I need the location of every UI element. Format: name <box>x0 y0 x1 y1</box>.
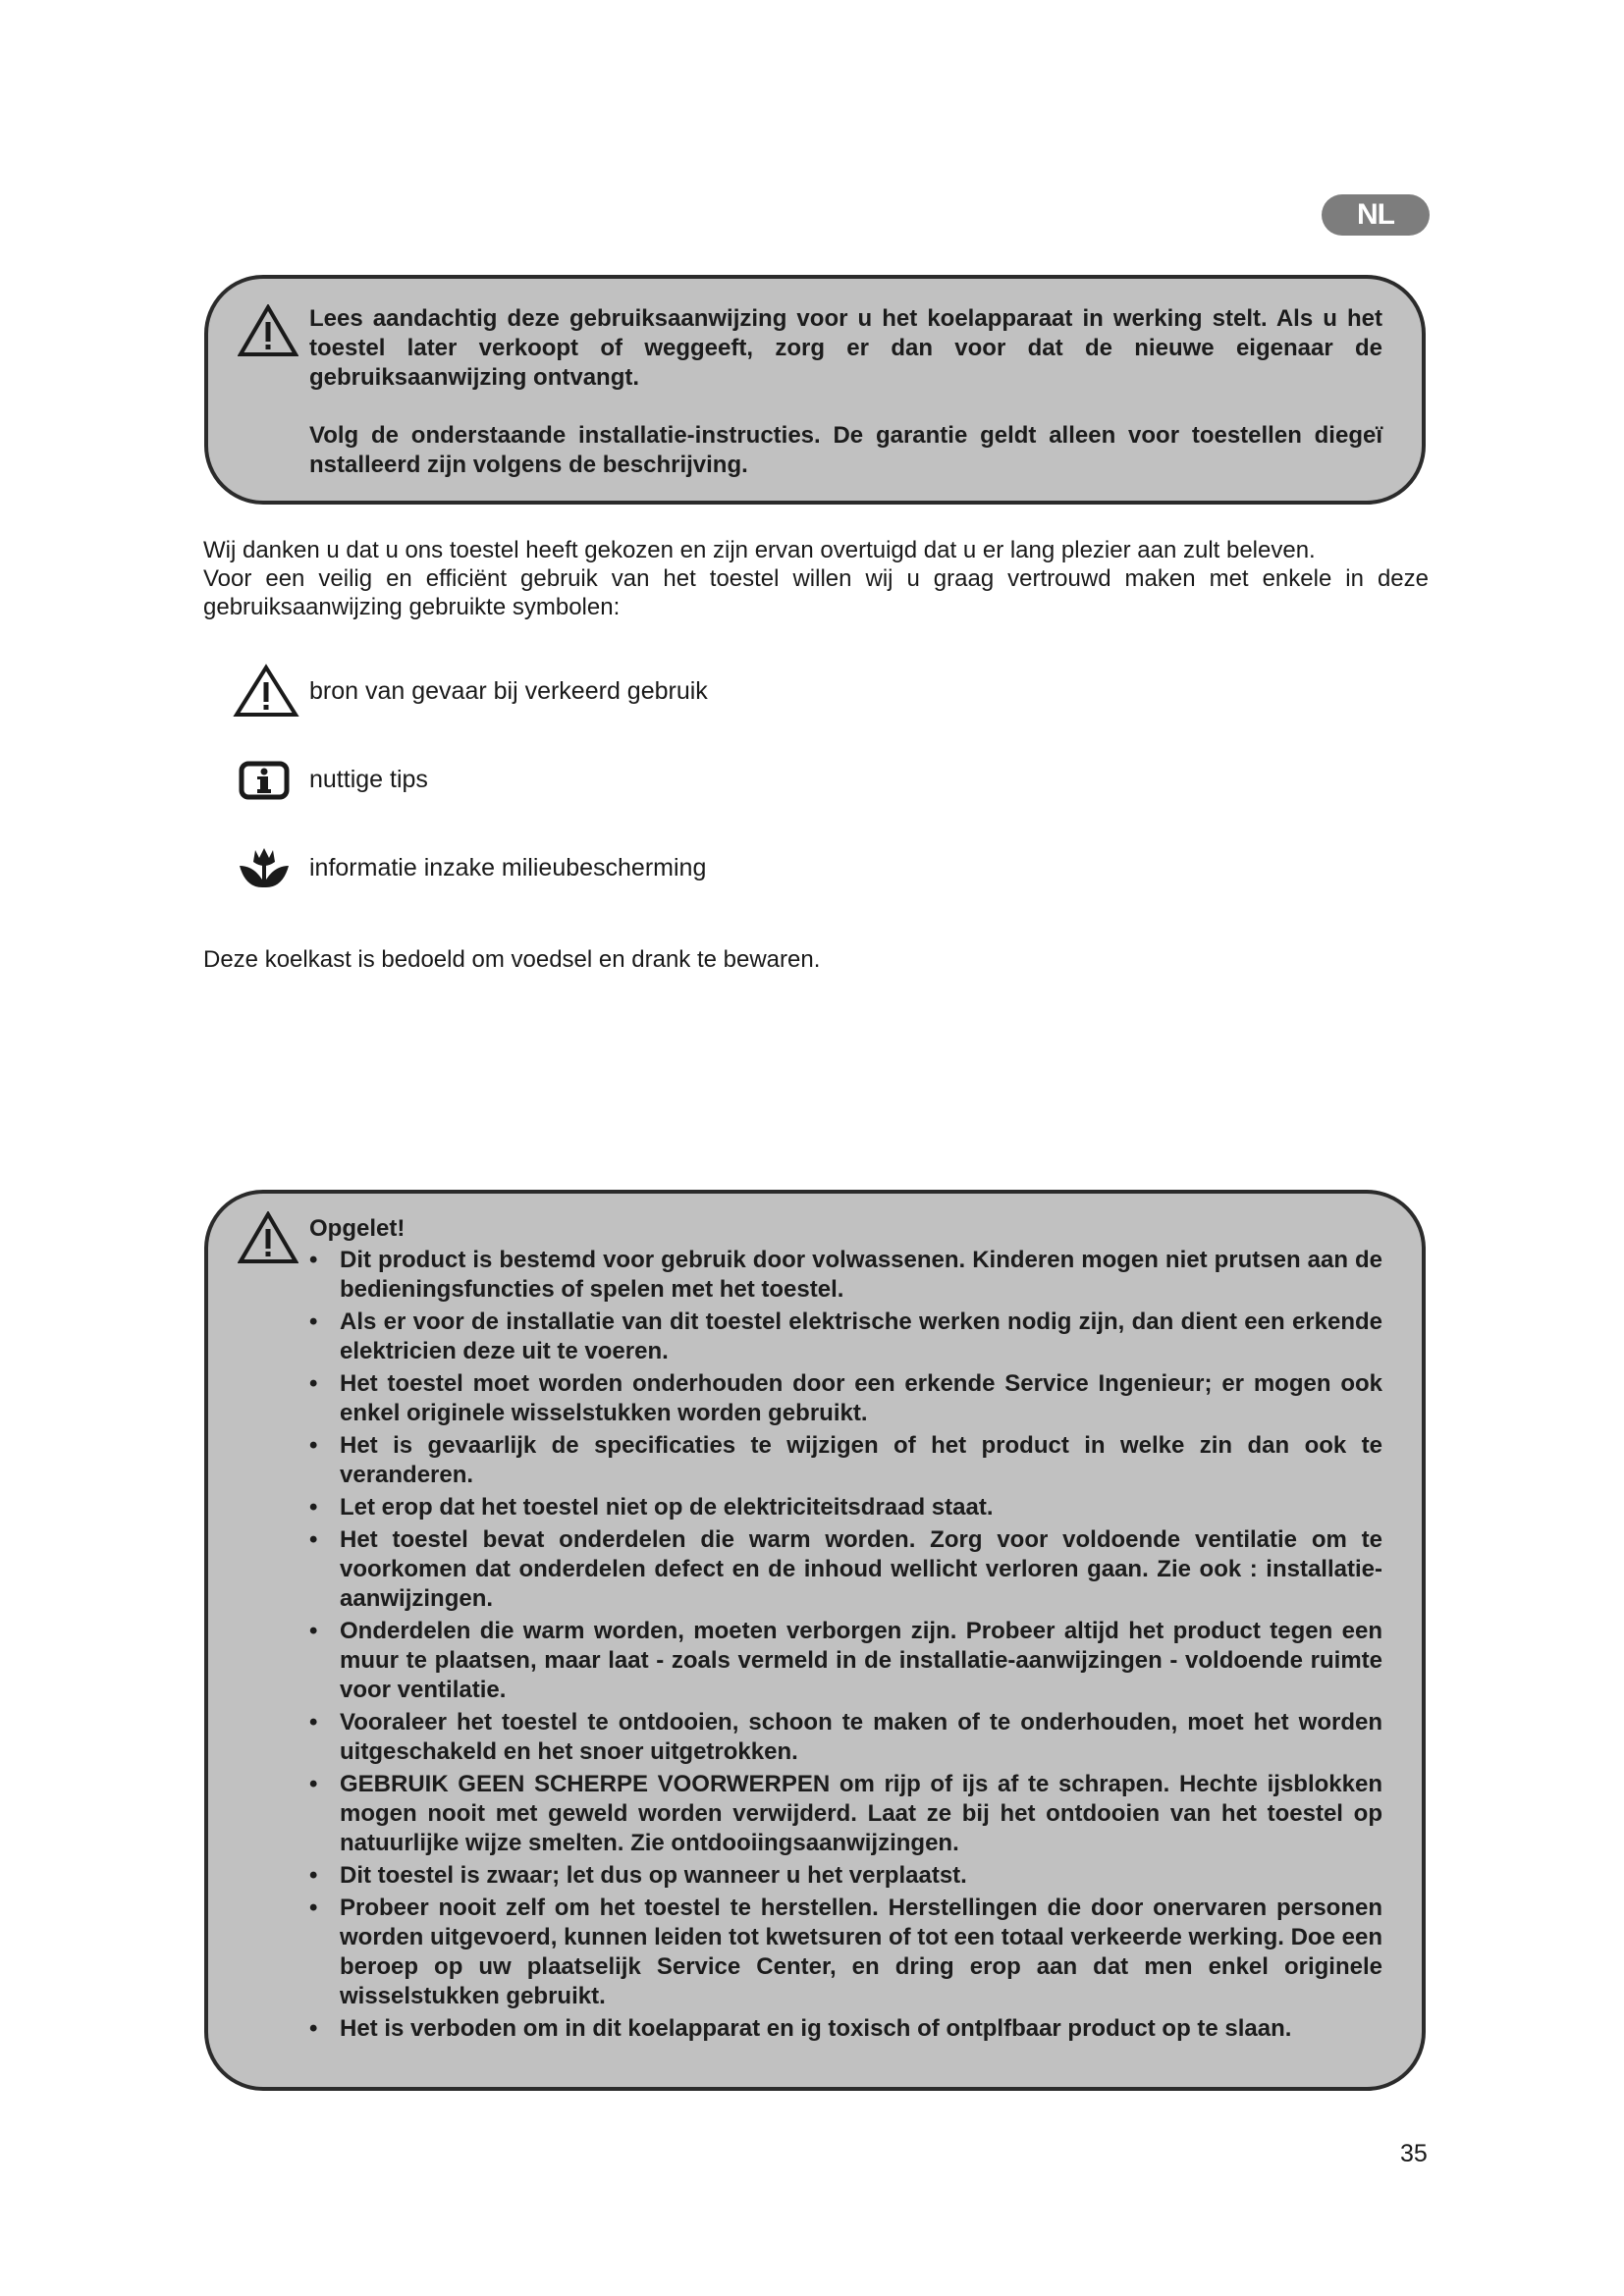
notice-box <box>204 275 1426 505</box>
bullet: • <box>309 1494 318 1521</box>
bullet: • <box>309 1862 318 1889</box>
intro-symbols-lead: Voor een veilig en efficiënt gebruik van het toestel willen wij u graag vertrouwd maken met enkele in deze gebruiksaanwijzing gebruikte symbolen: <box>203 565 1429 620</box>
caution-item-text: Onderdelen die warm worden, moeten verborgen zijn. Probeer altijd het product tegen een muur te plaatsen, maar laat - zoals vermeld in de installatie-aanwijzingen - voldoende ruimte voor ventilatie. <box>340 1618 1382 1703</box>
symbol-row-danger <box>232 664 1017 719</box>
caution-item <box>309 1708 1382 1767</box>
environment-flower-icon <box>232 840 300 895</box>
notice-text <box>309 304 1382 508</box>
bullet: • <box>309 1526 318 1553</box>
bullet: • <box>309 1432 318 1459</box>
caution-item <box>309 1770 1382 1858</box>
notice-paragraph: Volg de onderstaande installatie-instructies. De garantie geldt alleen voor toestellen diegeï nstalleerd zijn volgens de beschrijving. <box>309 422 1382 478</box>
bullet: • <box>309 1618 318 1644</box>
caution-item <box>309 1894 1382 2011</box>
caution-item-text: Let erop dat het toestel niet op de elektriciteitsdraad staat. <box>340 1494 994 1521</box>
caution-item-text: GEBRUIK GEEN SCHERPE VOORWERPEN om rijp of ijs af te schrapen. Hechte ijsblokken mogen nooit met geweld worden verwijderd. Laat ze bij het ontdooien van het toestel op natuurlijke wijze smelten. Zie ontdooiingsaanwijzingen. <box>340 1771 1382 1856</box>
symbol-row-tips <box>232 752 1017 807</box>
bullet: • <box>309 1895 318 1921</box>
bullet: • <box>309 1247 318 1273</box>
caution-text <box>309 1213 1382 2047</box>
caution-item-text: Dit toestel is zwaar; let dus op wanneer u het verplaatst. <box>340 1862 967 1889</box>
bullet: • <box>309 1370 318 1397</box>
page-number: 35 <box>1400 2140 1428 2167</box>
caution-item-text: Het toestel bevat onderdelen die warm worden. Zorg voor voldoende ventilatie om te voorkomen dat onderdelen defect en de inhoud wellicht verloren gaan. Zie ook : installatie-aanwijzingen. <box>340 1526 1382 1612</box>
symbol-label: nuttige tips <box>309 766 428 793</box>
bullet: • <box>309 1308 318 1335</box>
caution-box <box>204 1190 1426 2091</box>
caution-item <box>309 1369 1382 1428</box>
caution-item <box>309 1861 1382 1891</box>
caution-item <box>309 1617 1382 1705</box>
symbol-row-environment <box>232 840 1017 895</box>
intro-thanks: Wij danken u dat u ons toestel heeft gekozen en zijn ervan overtuigd dat u er lang plezier aan zult beleven. <box>203 537 1316 563</box>
caution-item-text: Het toestel moet worden onderhouden door een erkende Service Ingenieur; er mogen ook enkel originele wisselstukken worden gebruikt. <box>340 1370 1382 1426</box>
caution-item <box>309 2014 1382 2044</box>
intro-text <box>203 536 1429 621</box>
info-icon <box>232 752 300 807</box>
warning-triangle-icon <box>238 1211 298 1264</box>
bullet: • <box>309 2015 318 2042</box>
caution-list <box>309 1246 1382 2044</box>
caution-item-text: Probeer nooit zelf om het toestel te herstellen. Herstellingen die door onervaren personen worden uitgevoerd, kunnen leiden tot kwetsuren of tot een totaal verkeerde werking. Doe een beroep op uw plaatselijk Service Center, en dring erop aan dat men enkel originele wisselstukken gebruikt. <box>340 1895 1382 2009</box>
caution-item <box>309 1246 1382 1305</box>
language-badge: NL <box>1322 194 1430 236</box>
caution-item <box>309 1493 1382 1522</box>
caution-item <box>309 1525 1382 1614</box>
caution-heading: Opgelet! <box>309 1215 406 1242</box>
symbol-label: bron van gevaar bij verkeerd gebruik <box>309 677 708 705</box>
caution-item-text: Vooraleer het toestel te ontdooien, schoon te maken of te onderhouden, moet het worden uitgeschakeld en het snoer uitgetrokken. <box>340 1709 1382 1765</box>
caution-item-text: Dit product is bestemd voor gebruik door volwassenen. Kinderen mogen niet prutsen aan de bedieningsfuncties of spelen met het toestel. <box>340 1247 1382 1303</box>
purpose-text: Deze koelkast is bedoeld om voedsel en drank te bewaren. <box>203 946 821 973</box>
warning-triangle-icon <box>232 664 300 719</box>
symbol-label: informatie inzake milieubescherming <box>309 854 707 881</box>
warning-triangle-icon <box>238 304 298 357</box>
bullet: • <box>309 1771 318 1797</box>
caution-item <box>309 1308 1382 1366</box>
caution-item-text: Als er voor de installatie van dit toestel elektrische werken nodig zijn, dan dient een erkende elektricien deze uit te voeren. <box>340 1308 1382 1364</box>
bullet: • <box>309 1709 318 1735</box>
caution-item-text: Het is verboden om in dit koelapparat en ig toxisch of ontplfbaar product op te slaan. <box>340 2015 1292 2042</box>
notice-paragraph: Lees aandachtig deze gebruiksaanwijzing voor u het koelapparaat in werking stelt. Als u het toestel later verkoopt of weggeeft, zorg er dan voor dat de nieuwe eigenaar de gebruiksaanwijzing ontvangt. <box>309 305 1382 391</box>
caution-item-text: Het is gevaarlijk de specificaties te wijzigen of het product in welke zin dan ook te veranderen. <box>340 1432 1382 1488</box>
caution-item <box>309 1431 1382 1490</box>
